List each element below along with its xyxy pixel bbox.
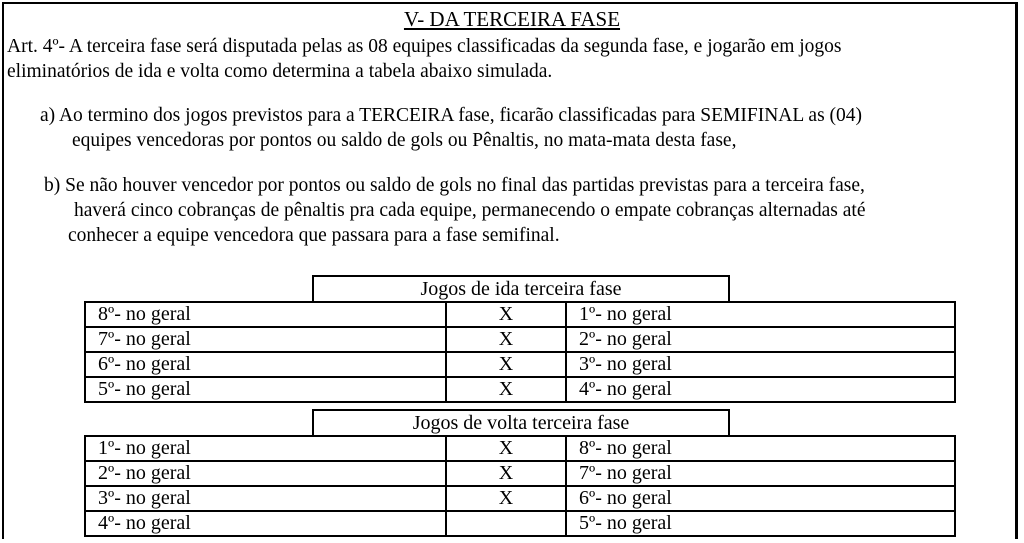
away-team: 8º- no geral xyxy=(566,436,955,461)
versus-mark: X xyxy=(446,486,566,511)
home-team: 5º- no geral xyxy=(85,377,446,402)
document-page xyxy=(2,2,1018,539)
away-team: 1º- no geral xyxy=(566,302,955,327)
first-leg-title: Jogos de ida terceira fase xyxy=(312,275,730,302)
away-team: 3º- no geral xyxy=(566,352,955,377)
table-row xyxy=(85,302,955,327)
versus-mark: X xyxy=(446,377,566,402)
away-team: 4º- no geral xyxy=(566,377,955,402)
versus-mark: X xyxy=(446,461,566,486)
table-row xyxy=(85,486,955,511)
table-row xyxy=(85,436,955,461)
table-row xyxy=(85,352,955,377)
section-heading: V- DA TERCEIRA FASE xyxy=(403,7,621,31)
item-b-line-2: haverá cinco cobranças de pênaltis pra cada equipe, permanecendo o empate cobranças alternadas até xyxy=(74,200,866,221)
home-team: 2º- no geral xyxy=(85,461,446,486)
versus-mark xyxy=(446,511,566,536)
home-team: 7º- no geral xyxy=(85,327,446,352)
away-team: 6º- no geral xyxy=(566,486,955,511)
away-team: 7º- no geral xyxy=(566,461,955,486)
second-leg-table xyxy=(84,435,956,537)
home-team: 3º- no geral xyxy=(85,486,446,511)
second-leg-title: Jogos de volta terceira fase xyxy=(312,409,730,436)
versus-mark: X xyxy=(446,327,566,352)
versus-mark: X xyxy=(446,352,566,377)
table-row xyxy=(85,511,955,536)
home-team: 8º- no geral xyxy=(85,302,446,327)
table-row xyxy=(85,377,955,402)
table-row xyxy=(85,327,955,352)
away-team: 5º- no geral xyxy=(566,511,955,536)
home-team: 4º- no geral xyxy=(85,511,446,536)
away-team: 2º- no geral xyxy=(566,327,955,352)
home-team: 1º- no geral xyxy=(85,436,446,461)
versus-mark: X xyxy=(446,302,566,327)
article-line-1: Art. 4º- A terceira fase será disputada pelas as 08 equipes classificadas da segunda fase, e jogarão em jogos xyxy=(7,36,842,57)
versus-mark: X xyxy=(446,436,566,461)
first-leg-table xyxy=(84,301,956,403)
item-b-line-1: b) Se não houver vencedor por pontos ou saldo de gols no final das partidas previstas para a terceira fase, xyxy=(44,175,865,196)
item-a-line-1: a) Ao termino dos jogos previstos para a TERCEIRA fase, ficarão classificadas para SEMIFINAL as (04) xyxy=(40,105,863,126)
article-line-2: eliminatórios de ida e volta como determina a tabela abaixo simulada. xyxy=(7,61,553,82)
table-row xyxy=(85,461,955,486)
item-a-line-2: equipes vencedoras por pontos ou saldo de gols ou Pênaltis, no mata-mata desta fase, xyxy=(72,130,737,151)
home-team: 6º- no geral xyxy=(85,352,446,377)
item-b-line-3: conhecer a equipe vencedora que passara para a fase semifinal. xyxy=(68,225,560,246)
